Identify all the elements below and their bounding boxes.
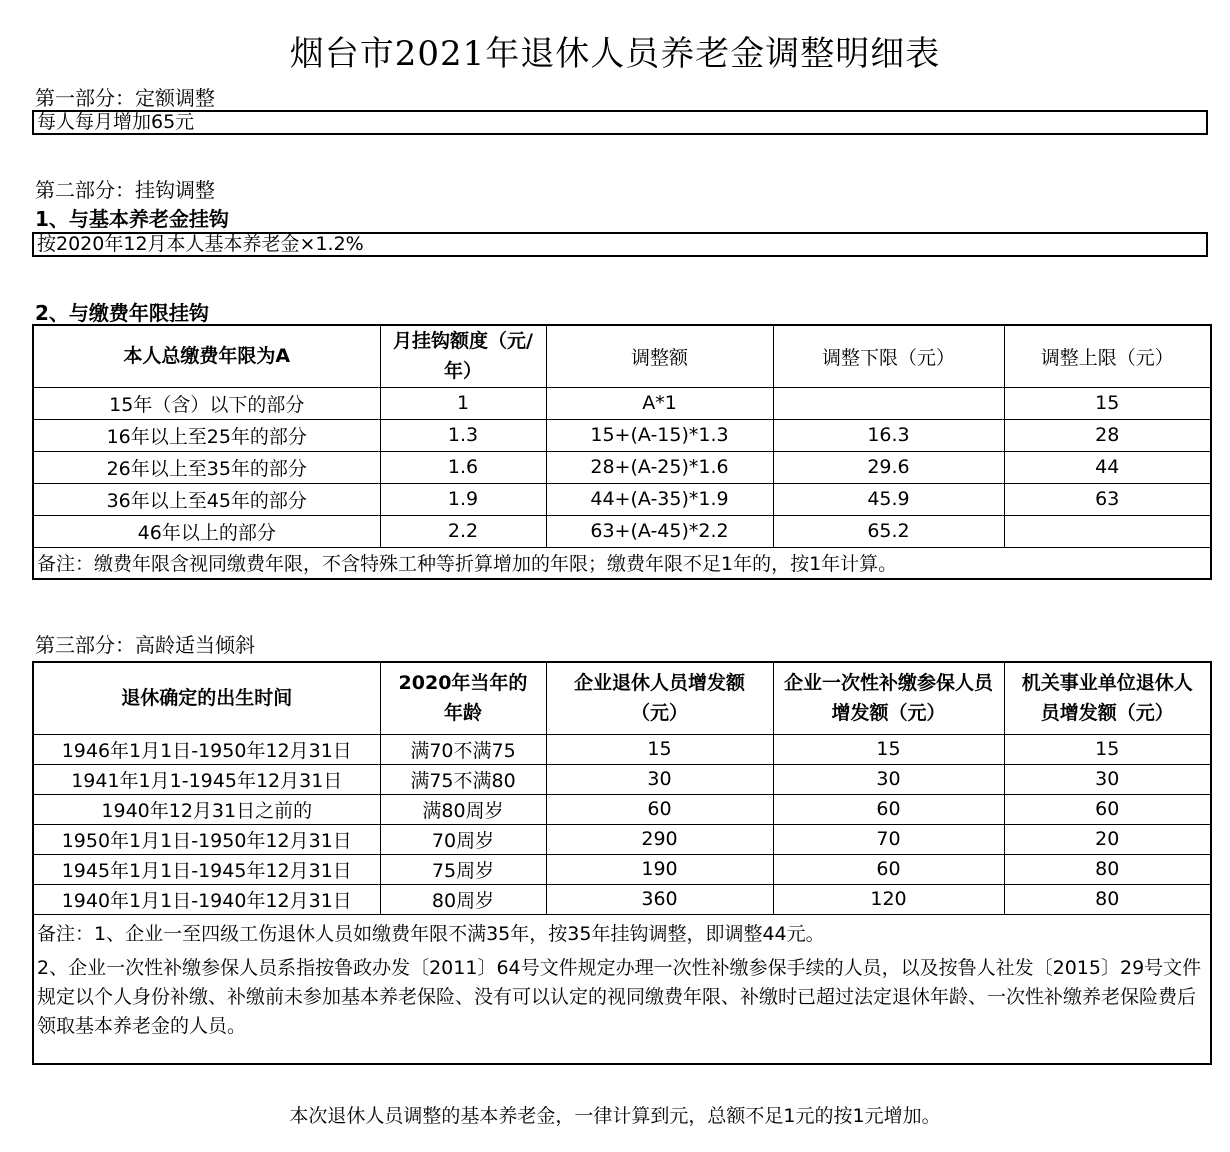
table-cell: 20 [1004, 824, 1211, 854]
table-cell: 36年以上至45年的部分 [33, 483, 380, 515]
table-row [33, 387, 1211, 419]
table-cell: 60 [773, 794, 1004, 824]
table-cell: 46年以上的部分 [33, 515, 380, 547]
table-cell: 75周岁 [380, 854, 546, 884]
table-cell: A*1 [546, 387, 773, 419]
table-cell: 1950年1月1日-1950年12月31日 [33, 824, 380, 854]
table-cell: 15年（含）以下的部分 [33, 387, 380, 419]
table-cell: 63+(A-45)*2.2 [546, 515, 773, 547]
table-cell: 满70不满75 [380, 734, 546, 764]
table-cell: 26年以上至35年的部分 [33, 451, 380, 483]
part2-heading: 第二部分：挂钩调整 [35, 178, 215, 202]
table-cell: 70周岁 [380, 824, 546, 854]
header-cell: 月挂钩额度（元/年） [380, 325, 546, 387]
table-cell: 1.3 [380, 419, 546, 451]
table-cell: 60 [1004, 794, 1211, 824]
table-cell: 29.6 [773, 451, 1004, 483]
table-cell: 28+(A-25)*1.6 [546, 451, 773, 483]
table-header-row [33, 325, 1211, 387]
table-cell: 满80周岁 [380, 794, 546, 824]
table-cell [1004, 515, 1211, 547]
table-row [33, 884, 1211, 914]
table-cell: 190 [546, 854, 773, 884]
table-cell: 15+(A-15)*1.3 [546, 419, 773, 451]
table-row [33, 451, 1211, 483]
table-row [33, 483, 1211, 515]
table-cell: 16年以上至25年的部分 [33, 419, 380, 451]
header-cell: 企业一次性补缴参保人员增发额（元） [773, 662, 1004, 734]
table-row [33, 734, 1211, 764]
part1-box: 每人每月增加65元 [32, 110, 1208, 135]
table-cell: 80周岁 [380, 884, 546, 914]
table-cell: 1945年1月1日-1945年12月31日 [33, 854, 380, 884]
table-cell: 1.6 [380, 451, 546, 483]
table-cell: 16.3 [773, 419, 1004, 451]
part2-sub1-box: 按2020年12月本人基本养老金×1.2% [32, 232, 1208, 257]
page-title: 烟台市2021年退休人员养老金调整明细表 [289, 34, 941, 74]
header-cell: 调整额 [546, 325, 773, 387]
table-cell: 80 [1004, 884, 1211, 914]
part2-sub1-heading: 1、与基本养老金挂钩 [35, 207, 229, 231]
header-cell: 调整上限（元） [1004, 325, 1211, 387]
table-cell: 44 [1004, 451, 1211, 483]
table-cell: 2.2 [380, 515, 546, 547]
footer-note: 本次退休人员调整的基本养老金，一律计算到元，总额不足1元的按1元增加。 [289, 1105, 941, 1127]
table-cell: 1940年12月31日之前的 [33, 794, 380, 824]
table-cell: 80 [1004, 854, 1211, 884]
table-cell: 120 [773, 884, 1004, 914]
table-row [33, 419, 1211, 451]
table-note-row [33, 914, 1211, 950]
table-note-1: 备注：1、企业一至四级工伤退休人员如缴费年限不满35年，按35年挂钩调整，即调整44元。 [33, 914, 1211, 950]
table-cell: 70 [773, 824, 1004, 854]
table-cell: 45.9 [773, 483, 1004, 515]
table-cell [773, 387, 1004, 419]
table-note: 备注：缴费年限含视同缴费年限，不含特殊工种等折算增加的年限；缴费年限不足1年的，按1年计算。 [33, 547, 1211, 579]
table-cell: 1940年1月1日-1940年12月31日 [33, 884, 380, 914]
table-cell: 63 [1004, 483, 1211, 515]
table-cell: 15 [773, 734, 1004, 764]
table-cell: 1.9 [380, 483, 546, 515]
table-cell: 44+(A-35)*1.9 [546, 483, 773, 515]
table-cell: 30 [773, 764, 1004, 794]
table-row [33, 764, 1211, 794]
part3-heading: 第三部分：高龄适当倾斜 [35, 633, 255, 657]
header-cell: 退休确定的出生时间 [33, 662, 380, 734]
table-cell: 60 [546, 794, 773, 824]
contribution-years-table [32, 324, 1212, 580]
senior-bonus-table [32, 661, 1212, 1065]
table-cell: 28 [1004, 419, 1211, 451]
table-cell: 15 [1004, 734, 1211, 764]
header-cell: 企业退休人员增发额（元） [546, 662, 773, 734]
table-row [33, 794, 1211, 824]
header-cell: 机关事业单位退休人员增发额（元） [1004, 662, 1211, 734]
table-cell: 360 [546, 884, 773, 914]
table-row [33, 854, 1211, 884]
table-cell: 290 [546, 824, 773, 854]
header-cell: 2020年当年的年龄 [380, 662, 546, 734]
table-cell: 满75不满80 [380, 764, 546, 794]
table-row [33, 515, 1211, 547]
table-cell: 30 [1004, 764, 1211, 794]
table-note-2: 2、企业一次性补缴参保人员系指按鲁政办发〔2011〕64号文件规定办理一次性补缴参保手续的人员，以及按鲁人社发〔2015〕29号文件规定以个人身份补缴、补缴前未参加基本养老保险、没有可以认定的视同缴费年限、补缴时已超过法定退休年龄、一次性补缴养老保险费后领取基本养老金的人员。 [33, 950, 1211, 1064]
part2-sub2-heading: 2、与缴费年限挂钩 [35, 301, 209, 325]
table-cell: 1946年1月1日-1950年12月31日 [33, 734, 380, 764]
table-note-row [33, 950, 1211, 1064]
table-note-row [33, 547, 1211, 579]
header-cell: 本人总缴费年限为A [33, 325, 380, 387]
table-cell: 60 [773, 854, 1004, 884]
table-cell: 65.2 [773, 515, 1004, 547]
header-cell: 调整下限（元） [773, 325, 1004, 387]
table-cell: 30 [546, 764, 773, 794]
table-cell: 15 [1004, 387, 1211, 419]
table-cell: 1941年1月1-1945年12月31日 [33, 764, 380, 794]
table-cell: 1 [380, 387, 546, 419]
part1-heading: 第一部分：定额调整 [35, 86, 215, 110]
table-cell: 15 [546, 734, 773, 764]
table-header-row [33, 662, 1211, 734]
table-row [33, 824, 1211, 854]
